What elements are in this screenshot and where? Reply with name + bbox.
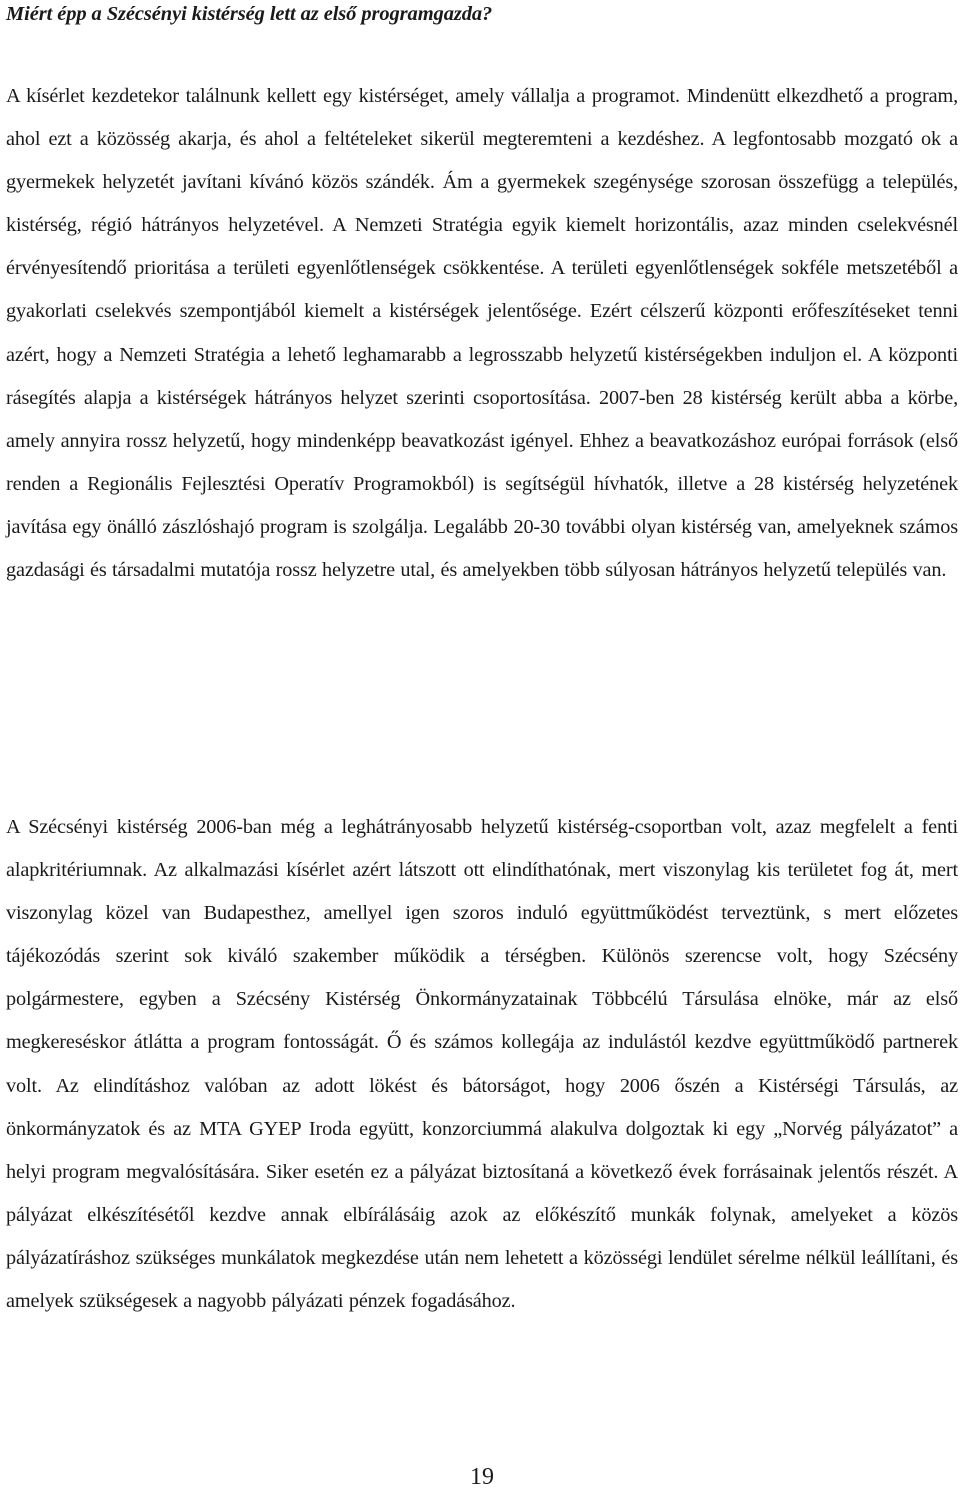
page-number: 19 — [470, 1464, 494, 1490]
document-page — [6, 0, 958, 1494]
paragraph-2: A Szécsényi kistérség 2006-ban még a leghátrányosabb helyzetű kistérség-csoportban volt, azaz megfelelt a fenti alapkritériumnak. Az alkalmazási kísérlet azért látszott ott elindíthatónak, mert viszonylag kis területet fog át, mert viszonylag közel van Budapesthez, amellyel igen szoros induló együttműködést terveztünk, s mert előzetes tájékozódás szerint sok kiváló szakember működik a térségben. Különös szerencse volt, hogy Szécsény polgármestere, egyben a Szécsény Kistérség Önkormányzatainak Többcélú Társulása elnöke, már az első megkereséskor átlátta a program fontosságát. Ő és számos kollegája az indulástól kezdve együttműködő partnerek volt. Az elindításhoz valóban az adott lökést és bátorságot, hogy 2006 őszén a Kistérségi Társulás, az önkormányzatok és az MTA GYEP Iroda együtt, konzorciummá alakulva dolgoztak ki egy „Norvég pályázatot” a helyi program megvalósítására. Siker esetén ez a pályázat biztosítaná a következő évek forrásainak jelentős részét. A pályázat elkészítésétől kezdve annak elbírálásáig azok az előkészítő munkák folynak, amelyeket a közös pályázatíráshoz szükséges munkálatok megkezdése után nem lehetett a közösségi lendület sérelme nélkül leállítani, és amelyek szükségesek a nagyobb pályázati pénzek fogadásához. — [6, 816, 958, 1313]
paragraph-1: A kísérlet kezdetekor találnunk kellett egy kistérséget, amely vállalja a programot. Mindenütt elkezdhető a program, ahol ezt a közösség akarja, és ahol a feltételeket sikerül megteremteni a kezdéshez. A legfontosabb mozgató ok a gyermekek helyzetét javítani kívánó közös szándék. Ám a gyermekek szegénysége szorosan összefügg a település, kistérség, régió hátrányos helyzetével. A Nemzeti Stratégia egyik kiemelt horizontális, azaz minden cselekvésnél érvényesítendő prioritása a területi egyenlőtlenségek csökkentése. A területi egyenlőtlenségek sokféle metszetéből a gyakorlati cselekvés szempontjából kiemelt a kistérségek jelentősége. Ezért célszerű központi erőfeszítéseket tenni azért, hogy a Nemzeti Stratégia a lehető leghamarabb a legrosszabb helyzetű kistérségekben induljon el. A központi rásegítés alapja a kistérségek hátrányos helyzet szerinti csoportosítása. 2007-ben 28 kistérség került abba a körbe, amely annyira rossz helyzetű, hogy mindenképp beavatkozást igényel. Ehhez a beavatkozáshoz európai források (első renden a Regionális Fejlesztési Operatív Programokból) is segítségül hívhatók, illetve a 28 kistérség helyzetének javítása egy önálló zászlóshajó program is szolgálja. Legalább 20-30 további olyan kistérség van, amelyeknek számos gazdasági és társadalmi mutatója rossz helyzetre utal, és amelyekben több súlyosan hátrányos helyzetű település van. — [6, 85, 958, 582]
section-heading: Miért épp a Szécsényi kistérség lett az első programgazda? — [6, 3, 493, 25]
